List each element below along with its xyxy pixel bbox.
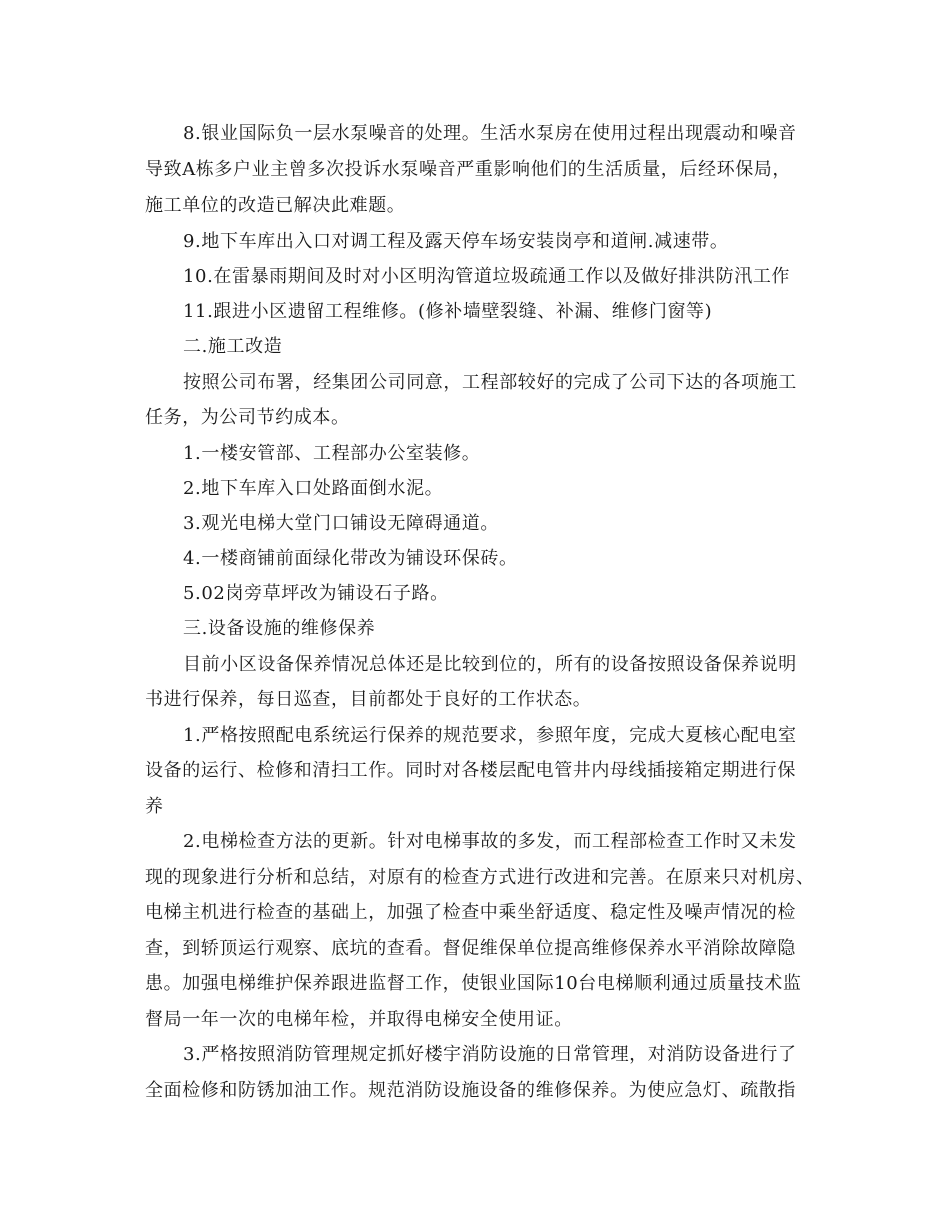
paragraph-line: 10.在雷暴雨期间及时对小区明沟管道垃圾疏通工作以及做好排洪防汛工作 bbox=[183, 266, 791, 287]
paragraph-line: 2.电梯检查方法的更新。针对电梯事故的多发，而工程部检查工作时又未发 bbox=[183, 831, 797, 852]
list-item: 2.地下车库入口处路面倒水泥。 bbox=[183, 478, 444, 499]
paragraph-line: 督局一年一次的电梯年检，并取得电梯安全使用证。 bbox=[145, 1009, 573, 1030]
paragraph-line: 电梯主机进行检查的基础上，加强了检查中乘坐舒适度、稳定性及噪声情况的检 bbox=[145, 902, 796, 923]
paragraph-line: 11.跟进小区遗留工程维修。(修补墙壁裂缝、补漏、维修门窗等) bbox=[183, 301, 713, 322]
list-item: 1.一楼安管部、工程部办公室装修。 bbox=[183, 443, 481, 464]
section-heading: 三.设备设施的维修保养 bbox=[183, 618, 376, 639]
paragraph-line: 按照公司布署，经集团公司同意，工程部较好的完成了公司下达的各项施工 bbox=[183, 372, 797, 393]
paragraph-line: 导致A栋多户业主曾多次投诉水泵噪音严重影响他们的生活质量，后经环保局， bbox=[145, 159, 791, 180]
paragraph-line: 查，到轿顶运行观察、底坑的查看。督促维保单位提高维修保养水平消除故障隐 bbox=[145, 938, 796, 959]
paragraph-line: 1.严格按照配电系统运行保养的规范要求，参照年度，完成大夏核心配电室 bbox=[183, 725, 797, 746]
section-heading: 二.施工改造 bbox=[183, 336, 283, 357]
list-item: 4.一楼商铺前面绿化带改为铺设环保砖。 bbox=[183, 548, 518, 569]
paragraph-line: 养 bbox=[145, 796, 164, 817]
paragraph-line: 现的现象进行分析和总结，对原有的检查方式进行改进和完善。在原来只对机房、 bbox=[145, 867, 815, 888]
paragraph-line: 书进行保养，每日巡查，目前都处于良好的工作状态。 bbox=[145, 689, 592, 710]
paragraph-line: 任务，为公司节约成本。 bbox=[145, 407, 350, 428]
paragraph-line: 施工单位的改造已解决此难题。 bbox=[145, 195, 406, 216]
paragraph-line: 患。加强电梯维护保养跟进监督工作，使银业国际10台电梯顺利通过质量技术监 bbox=[145, 973, 802, 994]
list-item: 3.观光电梯大堂门口铺设无障碍通道。 bbox=[183, 513, 499, 534]
paragraph-line: 设备的运行、检修和清扫工作。同时对各楼层配电管井内母线插接箱定期进行保 bbox=[145, 760, 796, 781]
paragraph-line: 3.严格按照消防管理规定抓好楼宇消防设施的日常管理，对消防设备进行了 bbox=[183, 1044, 797, 1065]
paragraph-line: 8.银业国际负一层水泵噪音的处理。生活水泵房在使用过程出现震动和噪音 bbox=[183, 123, 797, 144]
paragraph-line: 9.地下车库出入口对调工程及露天停车场安装岗亭和道闸.减速带。 bbox=[183, 231, 729, 252]
paragraph-line: 全面检修和防锈加油工作。规范消防设施设备的维修保养。为使应急灯、疏散指 bbox=[145, 1080, 796, 1101]
paragraph-line: 目前小区设备保养情况总体还是比较到位的，所有的设备按照设备保养说明 bbox=[183, 654, 797, 675]
list-item: 5.02岗旁草坪改为铺设石子路。 bbox=[183, 583, 449, 604]
